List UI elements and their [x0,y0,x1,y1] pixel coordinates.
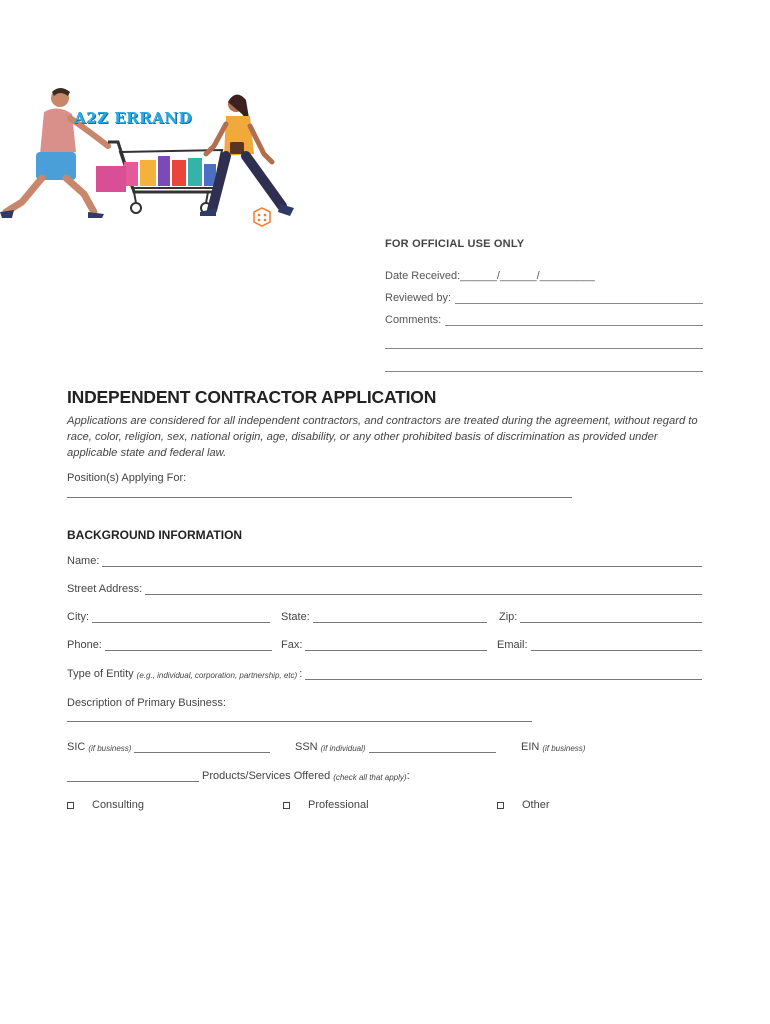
name-field[interactable] [67,555,702,567]
comments-field[interactable] [385,304,703,326]
comments-label: Comments: [385,314,442,326]
ssn-hint: (if individual) [320,744,366,753]
city-field[interactable] [67,611,270,623]
sic-label: SIC [67,741,86,753]
man-figure-icon [0,88,108,218]
sic-hint: (if business) [88,744,132,753]
option-consulting[interactable] [67,799,144,811]
option-other[interactable] [497,799,550,811]
city-label: City: [67,611,89,623]
state-field[interactable] [281,611,487,623]
fax-field[interactable] [281,639,487,651]
ein-field[interactable] [521,741,585,753]
official-use-header: FOR OFFICIAL USE ONLY [385,238,525,250]
date-received-label: Date Received:______/______/_________ [385,270,595,282]
entity-type-hint: (e.g., individual, corporation, partnership, etc) [136,671,298,680]
name-line[interactable] [102,558,702,567]
comments-line-3[interactable] [385,349,703,372]
background-header: BACKGROUND INFORMATION [67,528,243,542]
entity-type-line[interactable] [305,671,702,680]
sic-field[interactable] [67,741,270,753]
name-label: Name: [67,555,100,567]
entity-type-label: Type of Entity [67,668,134,680]
products-line[interactable] [67,773,199,782]
option-professional[interactable] [283,799,369,811]
comments-line[interactable] [445,315,703,326]
phone-label: Phone: [67,639,102,651]
street-address-field[interactable] [67,583,702,595]
description-line[interactable] [67,721,532,722]
products-field[interactable] [67,770,410,782]
badge-icon [254,208,270,226]
entity-type-field[interactable] [67,668,702,680]
option-other-label: Other [522,799,550,811]
products-colon: : [406,770,410,782]
street-address-label: Street Address: [67,583,143,595]
option-consulting-label: Consulting [92,799,144,811]
zip-label: Zip: [499,611,518,623]
street-address-line[interactable] [145,586,702,595]
email-label: Email: [497,639,528,651]
intro-paragraph: Applications are considered for all independent contractors, and contractors are treated during the agreement, without regard to race, color, religion, sex, national origin, age, disability, or any other prohibited basis of discrimination as provided under applicable state and federal law. [67,415,698,459]
fax-line[interactable] [305,642,487,651]
ein-hint: (if business) [542,744,586,753]
city-line[interactable] [92,614,270,623]
option-professional-label: Professional [308,799,369,811]
email-field[interactable] [497,639,702,651]
zip-field[interactable] [499,611,702,623]
checkbox-icon[interactable] [67,802,74,809]
checkbox-icon[interactable] [283,802,290,809]
comments-line-2[interactable] [385,326,703,349]
ein-label: EIN [521,741,540,753]
woman-figure-icon [200,94,294,216]
products-label: Products/Services Offered [202,770,331,782]
description-label: Description of Primary Business: [67,697,226,709]
positions-line[interactable] [67,497,572,498]
state-line[interactable] [313,614,487,623]
zip-line[interactable] [520,614,702,623]
shopping-cart-icon [96,142,222,213]
checkbox-icon[interactable] [497,802,504,809]
ssn-label: SSN [295,741,318,753]
page-title: INDEPENDENT CONTRACTOR APPLICATION [67,387,437,407]
positions-label: Position(s) Applying For: [67,472,187,484]
date-received-field[interactable] [385,260,703,282]
logo-text: A2Z ERRAND [74,109,192,127]
phone-field[interactable] [67,639,272,651]
reviewed-by-label: Reviewed by: [385,292,452,304]
ssn-line[interactable] [369,744,496,753]
official-use-box [385,238,703,372]
ssn-field[interactable] [295,741,496,753]
sic-line[interactable] [134,744,270,753]
email-line[interactable] [531,642,702,651]
logo-illustration [0,84,300,234]
phone-line[interactable] [105,642,272,651]
reviewed-by-line[interactable] [455,293,703,304]
products-hint: (check all that apply) [333,773,407,782]
entity-type-colon: : [299,668,303,680]
state-label: State: [281,611,310,623]
reviewed-by-field[interactable] [385,282,703,304]
fax-label: Fax: [281,639,303,651]
